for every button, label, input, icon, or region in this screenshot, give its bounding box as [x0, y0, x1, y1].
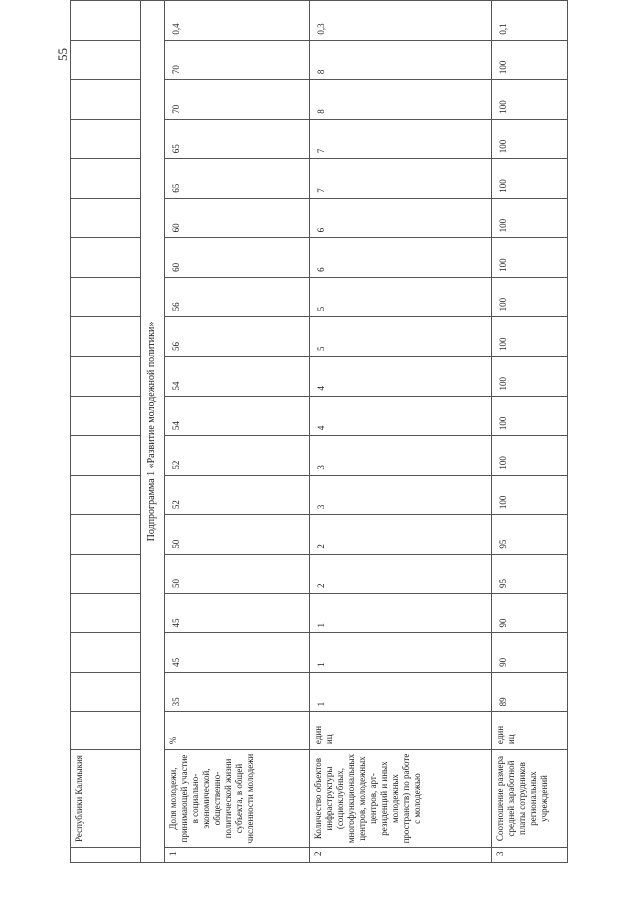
- value-cell: 95: [492, 515, 568, 554]
- top-row-value-cell: [71, 238, 141, 278]
- top-row-value-cell: [71, 633, 141, 672]
- subprogram-title: Подпрограмма 1 «Развитие молодежной политики»: [141, 1, 165, 863]
- value-cell: 45: [165, 633, 310, 672]
- unit-cell: един иц: [310, 712, 492, 750]
- top-row-value-cell: [71, 1, 141, 41]
- top-row-value-cell: [71, 396, 141, 436]
- value-cell: 90: [492, 633, 568, 672]
- top-row-value-cell: [71, 475, 141, 515]
- unit-cell: %: [165, 712, 310, 750]
- value-cell: 6: [310, 198, 492, 238]
- top-row-name-cell: Республики Калмыкия: [71, 750, 141, 848]
- top-row-value-cell: [71, 159, 141, 199]
- value-cell: 1: [310, 672, 492, 711]
- value-cell: 2: [310, 554, 492, 593]
- value-cell: 100: [492, 238, 568, 278]
- value-cell: 65: [165, 119, 310, 159]
- subprogram-row: [141, 1, 165, 863]
- top-row-value-cell: [71, 40, 141, 80]
- value-cell: 100: [492, 396, 568, 436]
- value-cell: 100: [492, 436, 568, 476]
- value-cell: 60: [165, 238, 310, 278]
- value-cell: 45: [165, 594, 310, 633]
- value-cell: 65: [165, 159, 310, 199]
- value-cell: 0,3: [310, 1, 492, 41]
- row-num-cell: 3: [492, 848, 568, 863]
- value-cell: 0,4: [165, 1, 310, 41]
- value-cell: 0,1: [492, 1, 568, 41]
- value-cell: 56: [165, 277, 310, 317]
- value-cell: 70: [165, 40, 310, 80]
- row-num-cell: 1: [165, 848, 310, 863]
- value-cell: 90: [492, 594, 568, 633]
- top-row-value-cell: [71, 317, 141, 357]
- value-cell: 100: [492, 80, 568, 120]
- indicator-name-cell: Соотношение размера средней заработной платы сотрудников региональных учреждений: [492, 750, 568, 848]
- value-cell: 100: [492, 277, 568, 317]
- page-number: 55: [55, 48, 70, 61]
- top-row-value-cell: [71, 515, 141, 554]
- value-cell: 54: [165, 396, 310, 436]
- value-cell: 100: [492, 356, 568, 396]
- value-cell: 6: [310, 238, 492, 278]
- value-cell: 3: [310, 475, 492, 515]
- value-cell: 8: [310, 40, 492, 80]
- value-cell: 3: [310, 436, 492, 476]
- value-cell: 100: [492, 475, 568, 515]
- value-cell: 8: [310, 80, 492, 120]
- value-cell: 52: [165, 475, 310, 515]
- value-cell: 70: [165, 80, 310, 120]
- value-cell: 100: [492, 317, 568, 357]
- value-cell: 54: [165, 356, 310, 396]
- top-row-value-cell: [71, 554, 141, 593]
- unit-cell: един иц: [492, 712, 568, 750]
- value-cell: 89: [492, 672, 568, 711]
- value-cell: 7: [310, 159, 492, 199]
- top-row-value-cell: [71, 198, 141, 238]
- value-cell: 52: [165, 436, 310, 476]
- indicator-name-cell: Количество объектов инфраструктуры (социоклубных, многофункциональных центров, молодежных центров, арт-резиденций и иных молодежных пространств) по работе с молодежью: [310, 750, 492, 848]
- value-cell: 1: [310, 633, 492, 672]
- value-cell: 4: [310, 356, 492, 396]
- top-row-value-cell: [71, 672, 141, 711]
- table-top-row: [71, 1, 141, 863]
- value-cell: 100: [492, 159, 568, 199]
- value-cell: 100: [492, 198, 568, 238]
- top-row-unit-cell: [71, 712, 141, 750]
- top-row-value-cell: [71, 436, 141, 476]
- value-cell: 35: [165, 672, 310, 711]
- value-cell: 5: [310, 317, 492, 357]
- value-cell: 1: [310, 594, 492, 633]
- table-row: [165, 1, 310, 863]
- value-cell: 100: [492, 119, 568, 159]
- top-row-num-cell: [71, 848, 141, 863]
- value-cell: 4: [310, 396, 492, 436]
- top-row-value-cell: [71, 594, 141, 633]
- table-row: [492, 1, 568, 863]
- value-cell: 7: [310, 119, 492, 159]
- top-row-value-cell: [71, 80, 141, 120]
- table-row: [310, 1, 492, 863]
- row-num-cell: 2: [310, 848, 492, 863]
- value-cell: 50: [165, 554, 310, 593]
- top-row-value-cell: [71, 277, 141, 317]
- value-cell: 95: [492, 554, 568, 593]
- value-cell: 5: [310, 277, 492, 317]
- value-cell: 60: [165, 198, 310, 238]
- indicators-table: [70, 0, 568, 863]
- indicator-name-cell: Доля молодежи, принимающей участие в социально-экономической, общественно-политической жизни субъекта, в общей численности молодежи: [165, 750, 310, 848]
- value-cell: 50: [165, 515, 310, 554]
- value-cell: 2: [310, 515, 492, 554]
- value-cell: 56: [165, 317, 310, 357]
- value-cell: 100: [492, 40, 568, 80]
- top-row-value-cell: [71, 356, 141, 396]
- top-row-value-cell: [71, 119, 141, 159]
